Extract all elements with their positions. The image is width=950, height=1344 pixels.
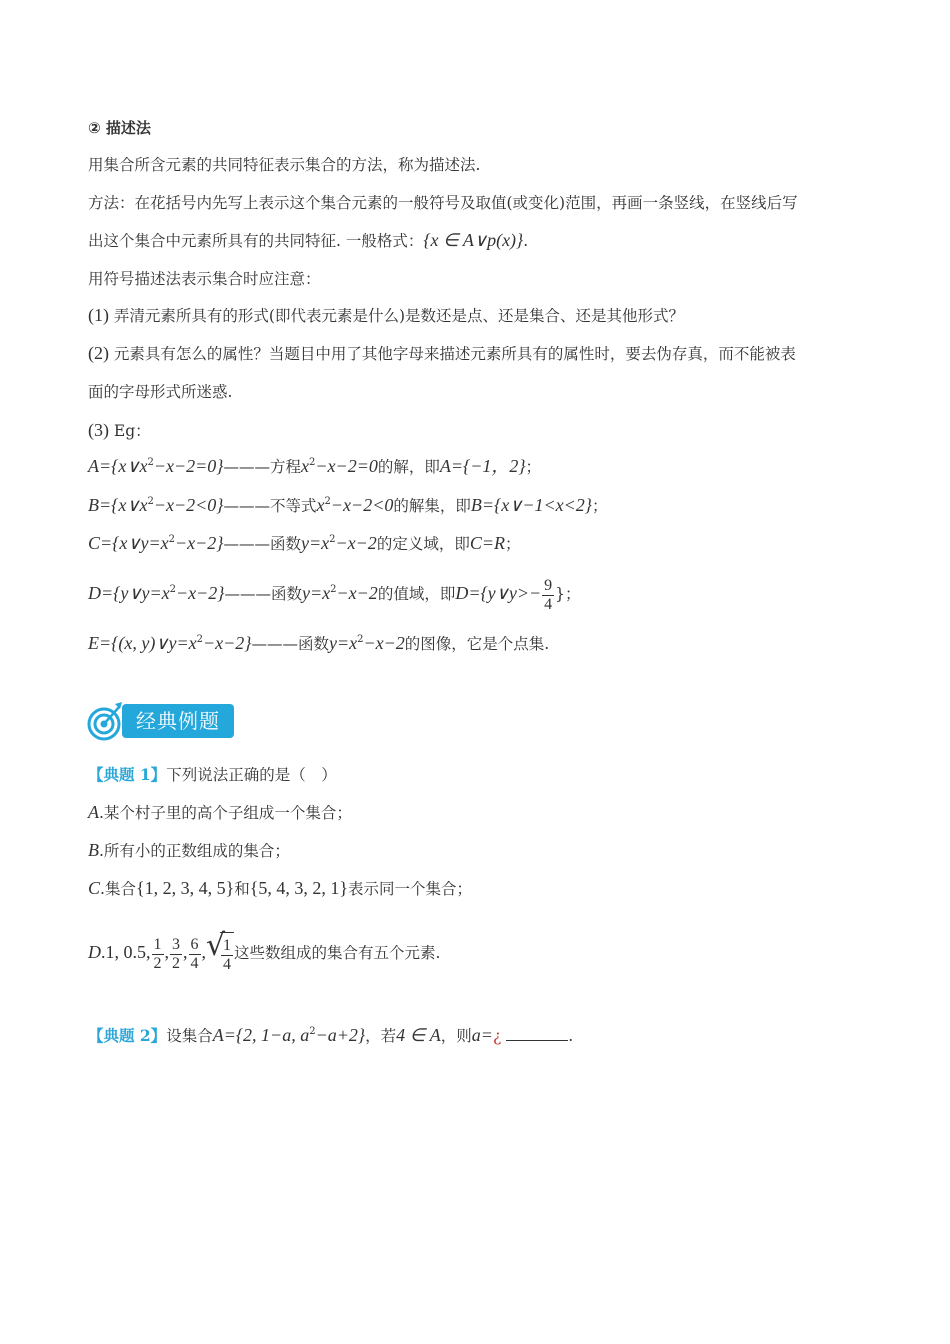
example-d bbox=[88, 575, 581, 614]
problem-1-question bbox=[88, 764, 337, 786]
superscript: 2 bbox=[309, 457, 316, 468]
option-c-tail: 表示同一个集合； bbox=[348, 880, 473, 898]
problem-2-end: . bbox=[568, 1027, 574, 1045]
option-c-set-1: {1, 2, 3, 4, 5} bbox=[135, 878, 235, 898]
example-a-desc: ———方程 bbox=[223, 458, 302, 476]
example-c-set: C={x∨y=x bbox=[88, 533, 169, 553]
example-a-eq-rest: −x−2=0 bbox=[315, 456, 378, 476]
superscript: 2 bbox=[169, 584, 177, 595]
option-d-tail: 这些数组成的集合有五个元素. bbox=[234, 944, 441, 962]
fraction-six-quarters bbox=[189, 936, 201, 973]
broken-glyph: ¿ bbox=[492, 1027, 502, 1045]
superscript: 2 bbox=[357, 634, 364, 645]
example-b bbox=[88, 494, 608, 517]
problem-2-question bbox=[88, 1024, 573, 1047]
fraction-denominator: 2 bbox=[153, 954, 162, 972]
fraction-numerator: 9 bbox=[544, 576, 553, 594]
problem-2-text: 设集合 bbox=[166, 1027, 213, 1045]
example-a-result: A={−1，2} bbox=[439, 456, 526, 476]
problem-2-variable: a= bbox=[471, 1025, 493, 1045]
example-c-tail: 的定义域，即 bbox=[376, 535, 470, 553]
example-e-eq: y=x bbox=[328, 633, 358, 653]
example-a-tail: 的解，即 bbox=[377, 458, 440, 476]
note-2-label: (2) bbox=[88, 343, 109, 363]
superscript: 2 bbox=[329, 534, 336, 545]
example-a-set: A={x∨x bbox=[88, 456, 148, 476]
fraction-one-half bbox=[152, 936, 164, 973]
problem-1-text: 下列说法正确的是（ ） bbox=[166, 766, 337, 784]
example-c bbox=[88, 532, 521, 555]
fraction-denominator: 4 bbox=[223, 956, 231, 973]
problem-2-label: 【典题 2】 bbox=[88, 1026, 167, 1045]
fraction-numerator: 6 bbox=[190, 935, 199, 953]
banner-label: 经典例题 bbox=[122, 704, 234, 738]
example-e-tail: 的图像，它是个点集. bbox=[404, 635, 550, 653]
problem-2-condition: 4 ∈ A bbox=[396, 1025, 441, 1045]
example-b-result: B={x∨−1<x<2} bbox=[470, 495, 592, 515]
example-d-set: D={y∨y=x bbox=[88, 583, 170, 603]
example-a-set-rest: −x−2=0} bbox=[153, 456, 224, 476]
problem-2-if: ，若 bbox=[365, 1027, 397, 1045]
fraction-denominator: 4 bbox=[544, 595, 553, 613]
example-e-set: E={(x, y)∨y=x bbox=[88, 633, 197, 653]
example-c-set-rest: −x−2} bbox=[175, 533, 224, 553]
option-a-text: .某个村子里的高个子组成一个集合； bbox=[99, 804, 352, 822]
example-c-eq: y=x bbox=[301, 533, 330, 553]
example-a bbox=[88, 455, 541, 478]
superscript: 2 bbox=[147, 457, 154, 468]
option-d-letter: D bbox=[88, 942, 101, 962]
example-c-desc: ———函数 bbox=[223, 535, 302, 553]
note-2-line-2: 面的字母形式所迷惑. bbox=[88, 383, 233, 401]
note-3-label: (3) bbox=[88, 420, 109, 440]
note-1-text: 弄清元素所具有的形式(即代表元素是什么)是数还是点、还是集合、还是其他形式？ bbox=[109, 307, 685, 325]
target-icon bbox=[86, 700, 126, 744]
example-b-set: B={x∨x bbox=[88, 495, 148, 515]
method-text-line-1: 方法：在花括号内先写上表示这个集合元素的一般符号及取值(或变化)范围，再画一条竖线，在竖线后写 bbox=[88, 194, 798, 212]
option-d: D.1, 0.5, $\frac{1}{2}$ , $\frac{3}{2}$ , $\frac{6}{4}$ , √ $\frac{1}{4}$ 这些数组成的集合有五个元素. bbox=[88, 930, 440, 977]
note-3 bbox=[88, 419, 151, 442]
example-b-tail: 的解集，即 bbox=[393, 497, 471, 515]
note-3-text: Eg： bbox=[109, 422, 151, 440]
format-end: . bbox=[523, 232, 529, 250]
radical-sign: √ bbox=[206, 927, 226, 963]
example-d-tail: 的值域，即 bbox=[377, 585, 456, 603]
option-c-and: 和 bbox=[234, 880, 250, 898]
fraction-numerator: 3 bbox=[172, 935, 180, 953]
example-d-desc: ———函数 bbox=[224, 585, 303, 603]
fraction-denominator: 4 bbox=[190, 954, 199, 972]
example-e bbox=[88, 632, 549, 655]
problem-1-label: 【典题 1】 bbox=[88, 765, 167, 784]
example-d-set-rest: −x−2} bbox=[176, 583, 225, 603]
definition-text: 用集合所含元素的共同特征表示集合的方法，称为描述法. bbox=[88, 156, 481, 174]
option-b-text: .所有小的正数组成的集合； bbox=[99, 842, 290, 860]
fraction-numerator: 1 bbox=[223, 937, 231, 954]
superscript: 2 bbox=[324, 496, 331, 507]
section-title: ② 描述法 bbox=[88, 119, 151, 137]
example-b-end: ； bbox=[592, 497, 608, 515]
example-d-result: D={y∨y>− bbox=[455, 583, 542, 603]
option-b-letter: B bbox=[88, 840, 99, 860]
example-b-eq-rest: −x−2<0 bbox=[330, 495, 394, 515]
example-d-eq-rest: −x−2 bbox=[336, 583, 378, 603]
note-2-text: 元素具有怎么的属性？当题目中用了其他字母来描述元素所具有的属性时，要去伪存真，而不能被表 bbox=[109, 345, 796, 363]
example-b-set-rest: −x−2<0} bbox=[153, 495, 224, 515]
general-format: {x ∈ A∨p(x)} bbox=[423, 230, 524, 250]
option-d-text: .1, 0.5, bbox=[101, 942, 151, 962]
example-d-eq: y=x bbox=[302, 583, 331, 603]
option-a-letter: A bbox=[88, 802, 99, 822]
superscript: 2 bbox=[147, 496, 154, 507]
classic-examples-banner bbox=[86, 700, 246, 744]
superscript: 2 bbox=[309, 1026, 316, 1037]
superscript: 2 bbox=[196, 634, 203, 645]
note-1 bbox=[88, 304, 684, 327]
option-c bbox=[88, 877, 472, 900]
fraction-denominator: 2 bbox=[172, 954, 180, 972]
fraction-three-halves bbox=[170, 936, 182, 973]
superscript: 2 bbox=[168, 534, 176, 545]
option-b bbox=[88, 839, 290, 862]
example-c-result: C=R bbox=[469, 533, 505, 553]
notice-text: 用符号描述法表示集合时应注意： bbox=[88, 270, 321, 288]
option-c-text: .集合 bbox=[100, 880, 136, 898]
example-e-set-rest: −x−2} bbox=[202, 633, 252, 653]
example-d-end: }； bbox=[555, 585, 581, 603]
answer-blank[interactable] bbox=[506, 1026, 568, 1041]
example-c-end: ； bbox=[504, 535, 521, 553]
option-c-letter: C bbox=[88, 878, 101, 898]
problem-2-set-rest: −a+2} bbox=[315, 1025, 366, 1045]
example-b-desc: ———不等式 bbox=[223, 497, 317, 515]
method-text: 出这个集合中元素所具有的共同特征. 一般格式： bbox=[88, 232, 424, 250]
example-c-eq-rest: −x−2 bbox=[335, 533, 377, 553]
example-b-eq: x bbox=[316, 495, 325, 515]
example-a-eq: x bbox=[301, 456, 310, 476]
note-2-line-1 bbox=[88, 342, 796, 365]
option-a bbox=[88, 801, 352, 824]
example-e-desc: ———函数 bbox=[251, 635, 329, 653]
method-text-line-2 bbox=[88, 229, 528, 252]
example-e-eq-rest: −x−2 bbox=[363, 633, 405, 653]
superscript: 2 bbox=[330, 584, 337, 595]
problem-2-set: A={2, 1−a, a bbox=[212, 1025, 310, 1045]
problem-2-then: ，则 bbox=[440, 1027, 472, 1045]
option-c-set-2: {5, 4, 3, 2, 1} bbox=[249, 878, 349, 898]
fraction-numerator: 1 bbox=[153, 935, 162, 953]
square-root bbox=[206, 927, 234, 977]
example-a-end: ； bbox=[525, 458, 542, 476]
fraction-nine-quarters bbox=[542, 577, 554, 614]
note-1-label: (1) bbox=[88, 305, 109, 325]
